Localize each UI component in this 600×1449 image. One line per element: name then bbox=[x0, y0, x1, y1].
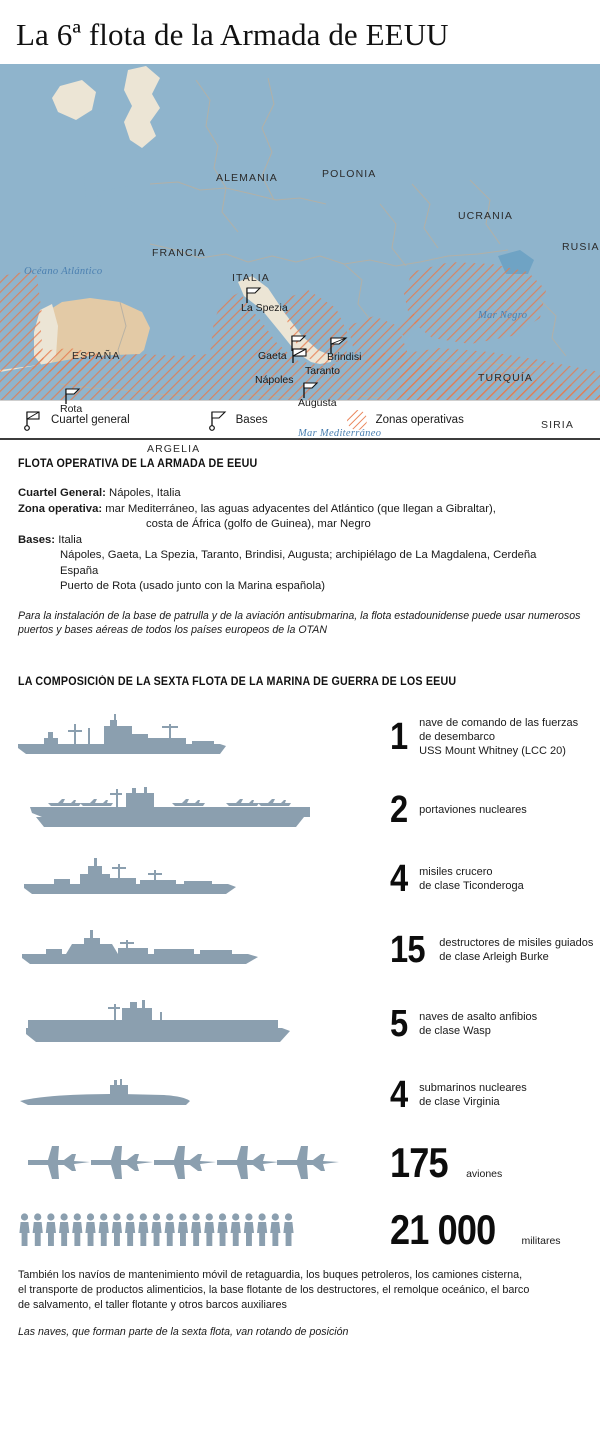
composition-row-amphibious bbox=[0, 986, 600, 1062]
info-aircraft bbox=[390, 1138, 600, 1186]
city-label-taranto-wrap bbox=[305, 361, 340, 379]
map-label-rusia: RUSIA bbox=[562, 241, 600, 253]
cruiser-icon bbox=[14, 856, 244, 902]
bases-country-2: España bbox=[60, 564, 99, 577]
art-submarine bbox=[0, 1075, 390, 1115]
info-personnel bbox=[390, 1205, 600, 1253]
command-ship-icon bbox=[14, 712, 234, 762]
count-aircraft: 175 bbox=[390, 1138, 448, 1186]
desc-command-ship bbox=[419, 716, 578, 758]
composition-rows bbox=[0, 698, 600, 1262]
soldier-icon-group bbox=[14, 1212, 314, 1248]
composition-row-personnel bbox=[0, 1198, 600, 1262]
art-destroyer bbox=[0, 928, 390, 972]
art-cruiser bbox=[0, 856, 390, 902]
operational-note-1: Para la instalación de la base de patrulla y de la aviación antisubmarina, la flota estadounidense puede usar numerosos bbox=[18, 609, 581, 622]
soldier-icon bbox=[138, 1213, 148, 1246]
soldier-icon bbox=[257, 1213, 267, 1246]
soldier-icon bbox=[191, 1213, 201, 1246]
hq-label: Cuartel General: bbox=[18, 487, 106, 499]
soldier-icon bbox=[151, 1213, 161, 1246]
composition-row-cruiser bbox=[0, 844, 600, 914]
soldier-icon bbox=[125, 1213, 135, 1246]
zone-line bbox=[18, 502, 582, 518]
composition-row-command-ship bbox=[0, 698, 600, 776]
city-rota bbox=[60, 399, 82, 417]
info-carrier bbox=[390, 788, 600, 831]
art-command-ship bbox=[0, 712, 390, 762]
desc-line-1: nave de comando de las fuerzas bbox=[419, 716, 579, 729]
map-label-argelia: ARGELIA bbox=[147, 443, 201, 455]
desc-line-2: de desembarco bbox=[419, 730, 495, 743]
footer-line-1: También los navíos de mantenimiento móvil de retaguardia, los buques petroleros, los camiones cisterna, bbox=[18, 1268, 523, 1281]
map-label-mar-mediterraneo: Mar Mediterráneo bbox=[298, 428, 382, 439]
bases-list-2: Puerto de Rota (usado junto con la Marina española) bbox=[60, 580, 326, 592]
desc-line-2: de clase Virginia bbox=[419, 1095, 500, 1108]
city-augusta bbox=[298, 393, 337, 411]
composition-heading: LA COMPOSICIÓN DE LA SEXTA FLOTA DE LA MARINA DE GUERRA DE LOS EEUU bbox=[18, 675, 457, 688]
bases-label: Bases: bbox=[18, 533, 56, 546]
desc-line-1: portaviones nucleares bbox=[419, 803, 527, 816]
city-la-spezia bbox=[241, 298, 288, 316]
zone-line-2: costa de África (golfo de Guinea), mar Negro bbox=[146, 518, 371, 530]
fighter-jet-icon bbox=[28, 1146, 90, 1179]
hatched-flag-icon bbox=[22, 409, 44, 431]
info-command-ship bbox=[390, 716, 600, 758]
flag-icon bbox=[207, 409, 229, 431]
desc-line-2: de clase Wasp bbox=[419, 1024, 491, 1037]
art-personnel bbox=[0, 1212, 390, 1248]
soldier-icon bbox=[99, 1213, 109, 1246]
city-label-augusta: Augusta bbox=[298, 397, 337, 409]
info-destroyer bbox=[390, 928, 600, 971]
desc-destroyer bbox=[439, 936, 593, 964]
map-label-francia: FRANCIA bbox=[152, 247, 206, 259]
city-label-brindisi: Brindisi bbox=[327, 351, 362, 363]
desc-line-1: destructores de misiles guiados bbox=[439, 936, 594, 949]
destroyer-icon bbox=[14, 928, 264, 972]
info-cruiser bbox=[390, 857, 600, 900]
soldier-icon bbox=[204, 1213, 214, 1246]
info-amphibious bbox=[390, 1002, 600, 1045]
map-label-oceano-atlantico: Océano Atlántico bbox=[24, 266, 103, 277]
soldier-icon bbox=[19, 1213, 29, 1246]
soldier-icon bbox=[283, 1213, 293, 1246]
soldier-icon bbox=[217, 1213, 227, 1246]
map-label-siria: SIRIA bbox=[541, 419, 574, 431]
count-personnel: 21 000 bbox=[390, 1205, 496, 1253]
desc-amphibious bbox=[419, 1010, 537, 1038]
aircraft-carrier-icon bbox=[14, 787, 314, 833]
count-command-ship: 1 bbox=[390, 715, 408, 758]
city-label-rota: Rota bbox=[60, 403, 83, 415]
amphibious-ship-icon bbox=[14, 998, 294, 1050]
soldier-icon bbox=[85, 1213, 95, 1246]
city-label-gaeta: Gaeta bbox=[258, 350, 287, 362]
art-carrier bbox=[0, 787, 390, 833]
fighter-jet-icon-group bbox=[14, 1138, 344, 1188]
desc-line-3: USS Mount Whitney (LCC 20) bbox=[419, 744, 566, 757]
legend-item-bases bbox=[207, 409, 268, 431]
bases-line bbox=[18, 533, 582, 549]
unit-personnel: militares bbox=[521, 1234, 561, 1247]
soldier-icon bbox=[33, 1213, 43, 1246]
hq-line bbox=[18, 486, 582, 502]
zone-label: Zona operativa: bbox=[18, 502, 103, 515]
submarine-icon bbox=[14, 1075, 214, 1115]
map-label-espana: ESPAÑA bbox=[72, 350, 121, 362]
count-submarine: 4 bbox=[390, 1073, 408, 1116]
composition-row-destroyer bbox=[0, 914, 600, 986]
composition-row-carrier bbox=[0, 776, 600, 844]
map-label-italia: ITALIA bbox=[232, 272, 270, 284]
soldier-icon bbox=[112, 1213, 122, 1246]
map-label-mar-negro: Mar Negro bbox=[478, 310, 528, 321]
desc-submarine bbox=[419, 1081, 527, 1109]
zone-value-1: mar Mediterráneo, las aguas adyacentes del Atlántico (que llegan a Gibraltar), bbox=[105, 502, 496, 515]
art-amphibious bbox=[0, 998, 390, 1050]
desc-line-2: de clase Ticonderoga bbox=[419, 879, 524, 892]
city-label-napoles-wrap bbox=[255, 360, 294, 386]
composition-row-aircraft bbox=[0, 1128, 600, 1198]
operational-section bbox=[0, 440, 600, 638]
bases-country-1: Italia bbox=[58, 533, 83, 546]
legend-label-zonas-operativas: Zonas operativas bbox=[375, 413, 464, 426]
page-title: La 6ª flota de la Armada de EEUU bbox=[16, 17, 449, 52]
soldier-icon bbox=[231, 1213, 241, 1246]
footer-section bbox=[0, 1262, 600, 1340]
count-destroyer: 15 bbox=[390, 928, 425, 971]
map-label-alemania: ALEMANIA bbox=[216, 172, 278, 184]
footer-line-2: el transporte de productos alimenticios, la base flotante de los destructores, el remolque oceánico, el barco bbox=[18, 1283, 530, 1296]
count-carrier: 2 bbox=[390, 788, 408, 831]
hq-value: Nápoles, Italia bbox=[109, 487, 181, 499]
soldier-icon bbox=[178, 1213, 188, 1246]
desc-line-1: misiles crucero bbox=[419, 865, 493, 878]
info-submarine bbox=[390, 1073, 600, 1116]
legend-label-bases: Bases bbox=[235, 413, 268, 426]
city-label-taranto: Taranto bbox=[305, 365, 341, 377]
art-aircraft bbox=[0, 1138, 390, 1188]
soldier-icon bbox=[270, 1213, 280, 1246]
soldier-icon bbox=[59, 1213, 69, 1246]
soldier-icon bbox=[244, 1213, 254, 1246]
composition-row-submarine bbox=[0, 1062, 600, 1128]
map-label-ucrania: UCRANIA bbox=[458, 210, 513, 222]
footer-line-3: de salvamento, el taller flotante y otros barcos auxiliares bbox=[18, 1298, 287, 1311]
map-label-polonia: POLONIA bbox=[322, 168, 377, 180]
footer-italic-line: Las naves, que forman parte de la sexta flota, van rotando de posición bbox=[18, 1325, 349, 1338]
desc-line-2: de clase Arleigh Burke bbox=[439, 950, 549, 963]
city-label-napoles: Nápoles bbox=[255, 374, 294, 386]
unit-aircraft: aviones bbox=[466, 1167, 503, 1180]
map-label-turquia: TURQUÍA bbox=[478, 372, 533, 384]
legend-label-cuartel-general: Cuartel general bbox=[51, 413, 130, 426]
soldier-icon bbox=[165, 1213, 175, 1246]
desc-line-1: submarinos nucleares bbox=[419, 1081, 527, 1094]
desc-carrier bbox=[419, 803, 527, 817]
operational-note-2: puertos y bases aéreas de todos los países europeos de la OTAN bbox=[18, 624, 327, 636]
bases-list-1: Nápoles, Gaeta, La Spezia, Taranto, Brindisi, Augusta; archipiélago de La Magdalena, Cerdeña bbox=[60, 549, 537, 561]
city-label-la-spezia: La Spezia bbox=[241, 302, 288, 314]
count-amphibious: 5 bbox=[390, 1002, 408, 1045]
soldier-icon bbox=[46, 1213, 56, 1246]
count-cruiser: 4 bbox=[390, 857, 408, 900]
desc-cruiser bbox=[419, 865, 524, 893]
desc-line-1: naves de asalto anfibios bbox=[419, 1010, 538, 1023]
composition-section bbox=[0, 638, 600, 688]
operational-heading: FLOTA OPERATIVA DE LA ARMADA DE EEUU bbox=[18, 458, 258, 470]
soldier-icon bbox=[72, 1213, 82, 1246]
